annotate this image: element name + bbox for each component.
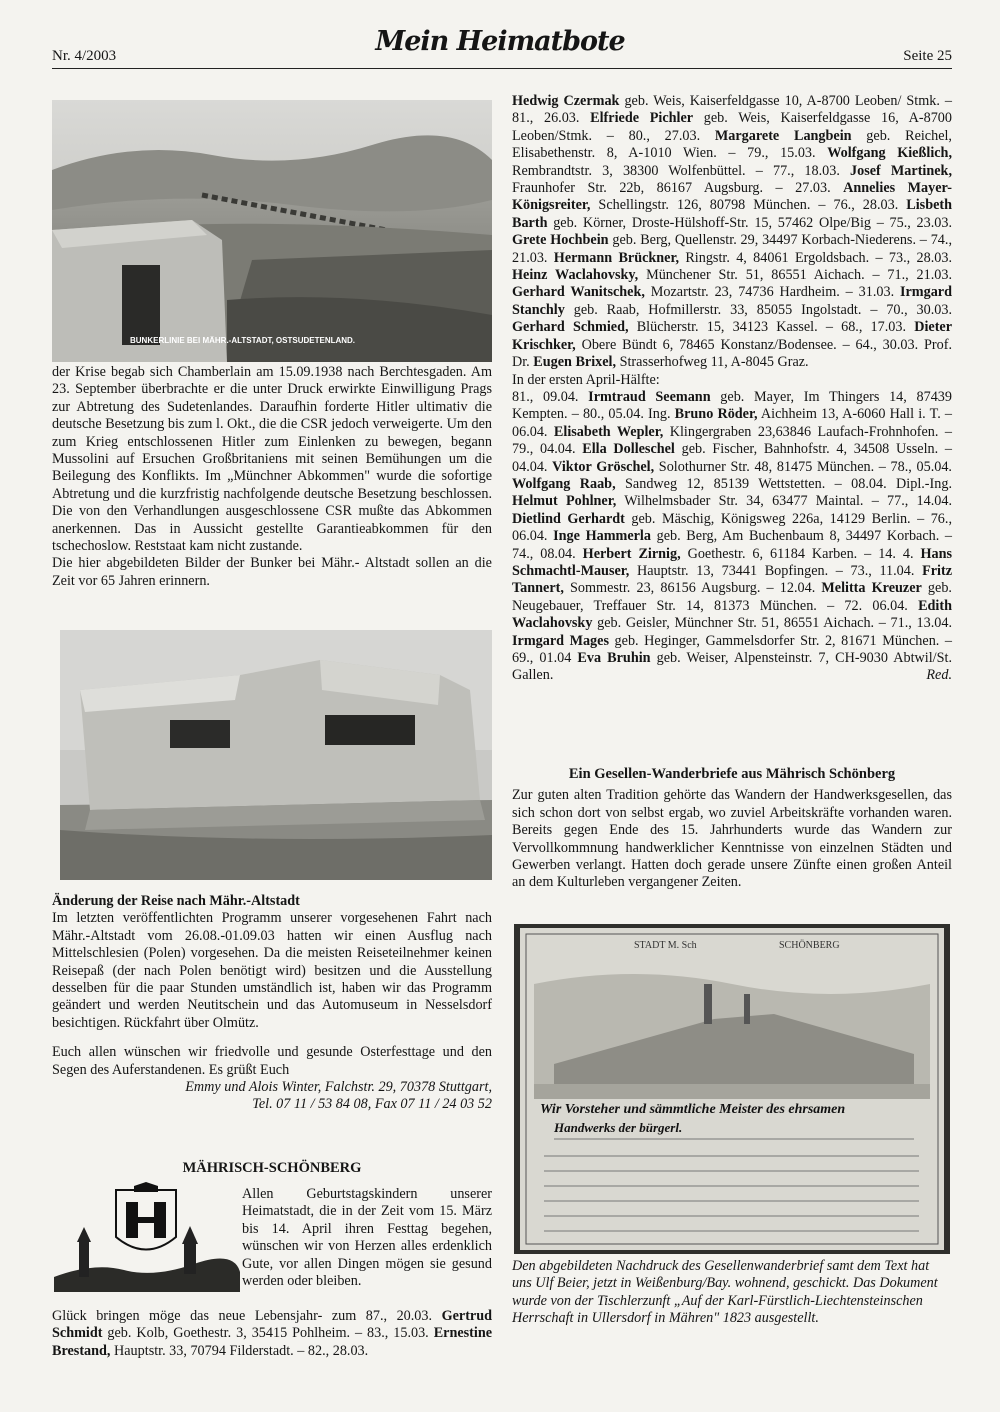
birthday-name: Dieter Krischker, xyxy=(512,319,953,353)
birthday-greeting-text: Allen Geburtstagskindern unserer Heimatstadt, die in der Zeit vom 15. März bis 14. April ihren Festtag begehen, wünschen wir von Herzen alles erdenklich Gute, vor allen Dingen mögen sie gesund werden oder bleiben. xyxy=(242,1186,492,1290)
birthday-name: Viktor Gröschel, xyxy=(552,458,655,475)
april-label: In der ersten April-Hälfte: xyxy=(512,371,660,388)
birthday-details: geb. Weis, Kaiserfeldgasse 16, A-8700 Leoben/Stmk. – 80., 27.03. xyxy=(512,110,952,144)
left-column-intro xyxy=(52,364,492,590)
masthead-title: Mein Heimatbote xyxy=(375,26,625,57)
birthday-details: Wilhelmsbader Str. 34, 63477 Maintal. – 77., 14.04. xyxy=(616,493,952,510)
birthday-details: geb. Berg, Quellenstr. 29, 34497 Korbach-Niederens. – 74., 21.03. xyxy=(512,232,952,266)
section-heading-maehrisch-schoenberg: MÄHRISCH-SCHÖNBERG xyxy=(182,1160,362,1176)
birthday-name: Elisabeth Wepler, xyxy=(553,423,664,440)
birthday-name: Margarete Langbein xyxy=(714,127,852,144)
birthday-details: geb. Heginger, Gammelsdorfer Str. 2, 81671 München. – 69., 01.04 xyxy=(512,632,952,666)
easter-greeting: Euch allen wünschen wir friedvolle und gesunde Osterfesttage und den Segen des Auferstandenen. Es grüßt Euch xyxy=(52,1044,492,1078)
birthday-details: geb. Körner, Droste-Hülshoff-Str. 15, 57462 Olpe/Big – 75., 23.03. xyxy=(547,214,952,231)
birthday-list-left xyxy=(52,1308,492,1360)
signature-line-1: Emmy und Alois Winter, Falchstr. 29, 70378 Stuttgart, xyxy=(185,1079,492,1096)
birthday-name: Wolfgang Kießlich, xyxy=(827,145,952,162)
birthday-details: geb. Mayer, Im Thingers 14, 87439 Kempten. – 80., 05.04. Ing. xyxy=(512,388,952,423)
birthday-name: Grete Hochbein xyxy=(512,232,609,249)
document-title-line-2: Handwerks der bürgerl. xyxy=(554,1120,683,1135)
birthday-name: Ella Dolleschel xyxy=(582,441,675,458)
birthday-name: Heinz Waclahovsky, xyxy=(512,267,639,284)
birthday-name: Hans Schmachtl-Mauser, xyxy=(512,545,953,579)
birthday-details: Münchener Str. 51, 86551 Aichach. – 71., 21.03. xyxy=(638,267,952,284)
birthday-details: Hauptstr. 13, 73441 Bopfingen. – 73., 11.04. xyxy=(629,562,923,579)
journeyman-letter-heading: Ein Gesellen-Wanderbriefe aus Mährisch Schönberg xyxy=(568,766,896,782)
birthday-details: Sommestr. 23, 86156 Augsburg. – 12.04. xyxy=(563,580,822,597)
birthday-name: Gerhard Wanitschek, xyxy=(512,284,645,301)
birthday-details: Strasserhofweg 11, A-8045 Graz. xyxy=(616,354,809,371)
birthday-name: Melitta Kreuzer xyxy=(821,580,922,597)
birthday-name: Inge Hammerla xyxy=(553,528,651,545)
birthday-details: Sandweg 12, 85139 Wettstetten. – 08.04. Dipl.-Ing. xyxy=(615,475,952,492)
birthday-text: Glück bringen möge das neue Lebensjahr- zum 87., 20.03. xyxy=(52,1308,433,1324)
birthday-details: Rembrandtstr. 3, 38300 Wolfenbüttel. – 77., 18.03. xyxy=(512,162,851,179)
intro-paragraph: der Krise begab sich Chamberlain am 15.09.1938 nach Berchtesgaden. Am 23. September überbrachte er die unter Druck erwirkte Einwilligung Prags zur Abtretung des Sudetenlandes. Daraufhin forderte Hitler ultimativ die deutsche Besetzung bis zum l. Okt., die die CSR jedoch verweigerte. Um den zum Krieg entschlossenen Hitler zum Einlenken zu bewegen, begann Mussolini auf Ersuchen Großbritaniens mit seinen Bemühungen um die Beilegung des Konflikts. Im „Münchner Abkommen" wurde die sofortige Abtretung und die kurzfristig nachfolgende deutsche Besetzung beschlossen. Die von den Verhandlungen ausgeschlossene CSR mußte das Abkommen anerkennen. Das in Aussicht gestellte Garantieabkommen für den tschechoslow. Reststaat kam nicht zustande. xyxy=(52,364,492,555)
birthday-name: Irmgard Mages xyxy=(512,632,609,649)
journeyman-document-image xyxy=(514,924,950,1254)
birthday-details: geb. Mäschig, Königsweg 226a, 14129 Berlin. – 76., 06.04. xyxy=(512,510,952,545)
birthday-name: Annelies Mayer-Königsreiter, xyxy=(512,180,952,214)
document-title-line-1: Wir Vorsteher und sämmtliche Meister des ehrsamen xyxy=(540,1102,846,1117)
birthday-name: Elfriede Pichler xyxy=(590,110,694,127)
intro-paragraph-2: Die hier abgebildeten Bilder der Bunker bei Mähr.- Altstadt sollen an die Zeit vor 65 Jahren erinnern. xyxy=(52,555,492,589)
birthday-details: geb. Berg, Am Buchenbaum 8, 34497 Korbach. – 74., 08.04. xyxy=(512,528,953,562)
signature-line-2: Tel. 07 11 / 53 84 08, Fax 07 11 / 24 03 52 xyxy=(252,1096,492,1113)
journeyman-letter-text: Zur guten alten Tradition gehörte das Wandern der Handwerksgesellen, das sich schon dort von selbst ergab, wo zuviel Arbeitskräfte vorhanden waren. Bereits gegen Ende des 15. Jahrhunderts wurde das Wandern zur Vervollkommnung handwerklicher Kenntnisse von einzelnen Städten und Gewerben verlangt. Hatten doch gerade unsere Zünfte einen großen Anteil an dem Kulturleben vergangener Zeiten. xyxy=(512,787,952,891)
header-rule xyxy=(52,68,952,69)
bunker-closeup-photo xyxy=(60,630,492,880)
birthday-name: Lisbeth Barth xyxy=(512,197,952,231)
photo-caption-overlay: BUNKERLINIE BEI MÄHR.-ALTSTADT, OSTSUDETENLAND. xyxy=(130,336,356,345)
birthday-details: Blücherstr. 15, 34123 Kassel. – 68., 17.03. xyxy=(628,319,915,336)
birthday-name: Fritz Tannert, xyxy=(512,562,952,597)
birthday-details: Goethestr. 6, 61184 Karben. – 14. 4. xyxy=(680,545,921,562)
birthday-name: Helmut Pohlner, xyxy=(512,493,617,510)
birthday-details: geb. Weis, Kaiserfeldgasse 10, A-8700 Leoben/ Stmk. – 81., 26.03. xyxy=(512,93,952,127)
birthday-details: Obere Bündt 6, 78465 Konstanz/Bodensee. – 64., 30.03. Prof. Dr. xyxy=(512,336,952,371)
birthday-text: Hauptstr. 33, 70794 Filderstadt. – 82., 28.03. xyxy=(114,1342,369,1359)
coat-of-arms-icon xyxy=(54,1182,240,1292)
birthday-name: Josef Martinek, xyxy=(850,162,952,179)
birthday-details: geb. Geisler, Münchner Str. 51, 86551 Aichach. – 71., 13.04. xyxy=(592,615,952,632)
document-header-left: STADT M. Sch xyxy=(634,940,697,951)
birthday-name: Bruno Röder, xyxy=(674,406,758,423)
town-coat-of-arms-illustration xyxy=(54,1182,240,1292)
birthday-name: Gertrud Schmidt xyxy=(52,1308,493,1342)
birthday-details: geb. Raab, Hofmillerstr. 33, 85055 Ingolstadt. – 70., 30.03. xyxy=(564,301,952,318)
document-scan-illustration xyxy=(514,924,950,1254)
editor-mark: Red. xyxy=(926,667,952,684)
birthday-list-march xyxy=(512,93,952,372)
birthday-name: Wolfgang Raab, xyxy=(512,475,616,492)
birthday-details: geb. Weiser, Alpensteinstr. 7, CH-9030 Abtwil/St. Gallen. xyxy=(512,650,953,684)
birthday-name: Edith Waclahovsky xyxy=(512,597,952,632)
issue-number: Nr. 4/2003 xyxy=(52,48,117,64)
birthday-list-april xyxy=(512,389,952,685)
travel-change-heading: Änderung der Reise nach Mähr.-Altstadt xyxy=(52,893,300,909)
bunker-closeup-image xyxy=(60,630,492,880)
birthday-text: geb. Kolb, Goethestr. 3, 35415 Pohlheim. – 83., 15.03. xyxy=(107,1325,429,1342)
birthday-details: Fraunhofer Str. 22b, 86167 Augsburg. – 27.03. xyxy=(512,180,844,197)
travel-change-text: Im letzten veröffentlichten Programm unserer vorgesehenen Fahrt nach Mähr.-Altstadt vom 26.08.-01.09.03 hatten wir einen Ausflug nach Mittelschlesien (Polen) vorgesehen. Da die meisten Reiseteilnehmer keinen Reisepaß (der nach Polen benötigt wird) besitzen und die Ausstellung desselben für die paar Stunden umständlich ist, haben wir das Programm geändert und werden Neutitschein und das Automuseum in Nesselsdorf besichtigen. Rückfahrt über Olmütz. xyxy=(52,910,492,1031)
document-header-right: SCHÖNBERG xyxy=(779,940,840,951)
birthday-details: Solothurner Str. 48, 81475 München. – 78., 05.04. xyxy=(654,458,952,475)
birthday-details: geb. Neugebauer, Treffauer Str. 14, 81373 München. – 72. 06.04. xyxy=(512,580,952,614)
birthday-name: Gerhard Schmied, xyxy=(512,319,629,336)
birthday-details: Klingergraben 23,63846 Laufach-Frohnhofen. – 79., 04.04. xyxy=(512,423,952,458)
birthday-details: Ringstr. 4, 84061 Ergoldsbach. – 73., 28.03. xyxy=(679,249,952,266)
birthday-name: Dietlind Gerhardt xyxy=(512,510,625,527)
birthday-details: Aichheim 13, A-6060 Hall i. T. – 06.04. xyxy=(512,406,953,440)
birthday-name: Eugen Brixel, xyxy=(533,354,617,371)
birthday-details: 81., 09.04. xyxy=(512,388,589,405)
bunker-landscape-image xyxy=(52,100,492,362)
birthday-name: Hedwig Czermak xyxy=(512,93,620,109)
bunker-landscape-photo xyxy=(52,100,492,362)
birthday-name: Eva Bruhin xyxy=(577,650,651,666)
document-caption: Den abgebildeten Nachdruck des Gesellenwanderbrief samt dem Text hat uns Ulf Beier, jetzt in Weißenburg/Bay. wohnend, geschickt. Das Dokument wurde von der Tischlerzunft „Auf der Karl-Fürstlich-Liechtensteinschen Herrschaft in Ullersdorf in Mähren" 1823 ausgestellt. xyxy=(512,1258,938,1327)
birthday-name: Hermann Brückner, xyxy=(553,249,680,266)
birthday-name: Irmtraud Seemann xyxy=(588,388,711,405)
birthday-details: Mozartstr. 23, 74736 Hardheim. – 31.03. xyxy=(644,284,900,301)
birthday-details: geb. Reichel, Elisabethenstr. 8, A-1010 Wien. – 79., 15.03. xyxy=(512,127,952,162)
page-number: Seite 25 xyxy=(903,48,952,64)
birthday-details: geb. Fischer, Bahnhofstr. 4, 34508 Usseln. – 04.04. xyxy=(512,441,952,475)
birthday-name: Irmgard Stanchly xyxy=(512,284,952,318)
journeyman-letter-section xyxy=(512,766,952,892)
birthday-details: Schellingstr. 126, 80798 München. – 76., 28.03. xyxy=(590,197,907,214)
right-column-birthdays xyxy=(512,93,952,685)
birthday-name: Herbert Zirnig, xyxy=(582,545,681,562)
travel-change-section xyxy=(52,893,492,1114)
birthday-name: Ernestine Brestand, xyxy=(52,1325,493,1359)
